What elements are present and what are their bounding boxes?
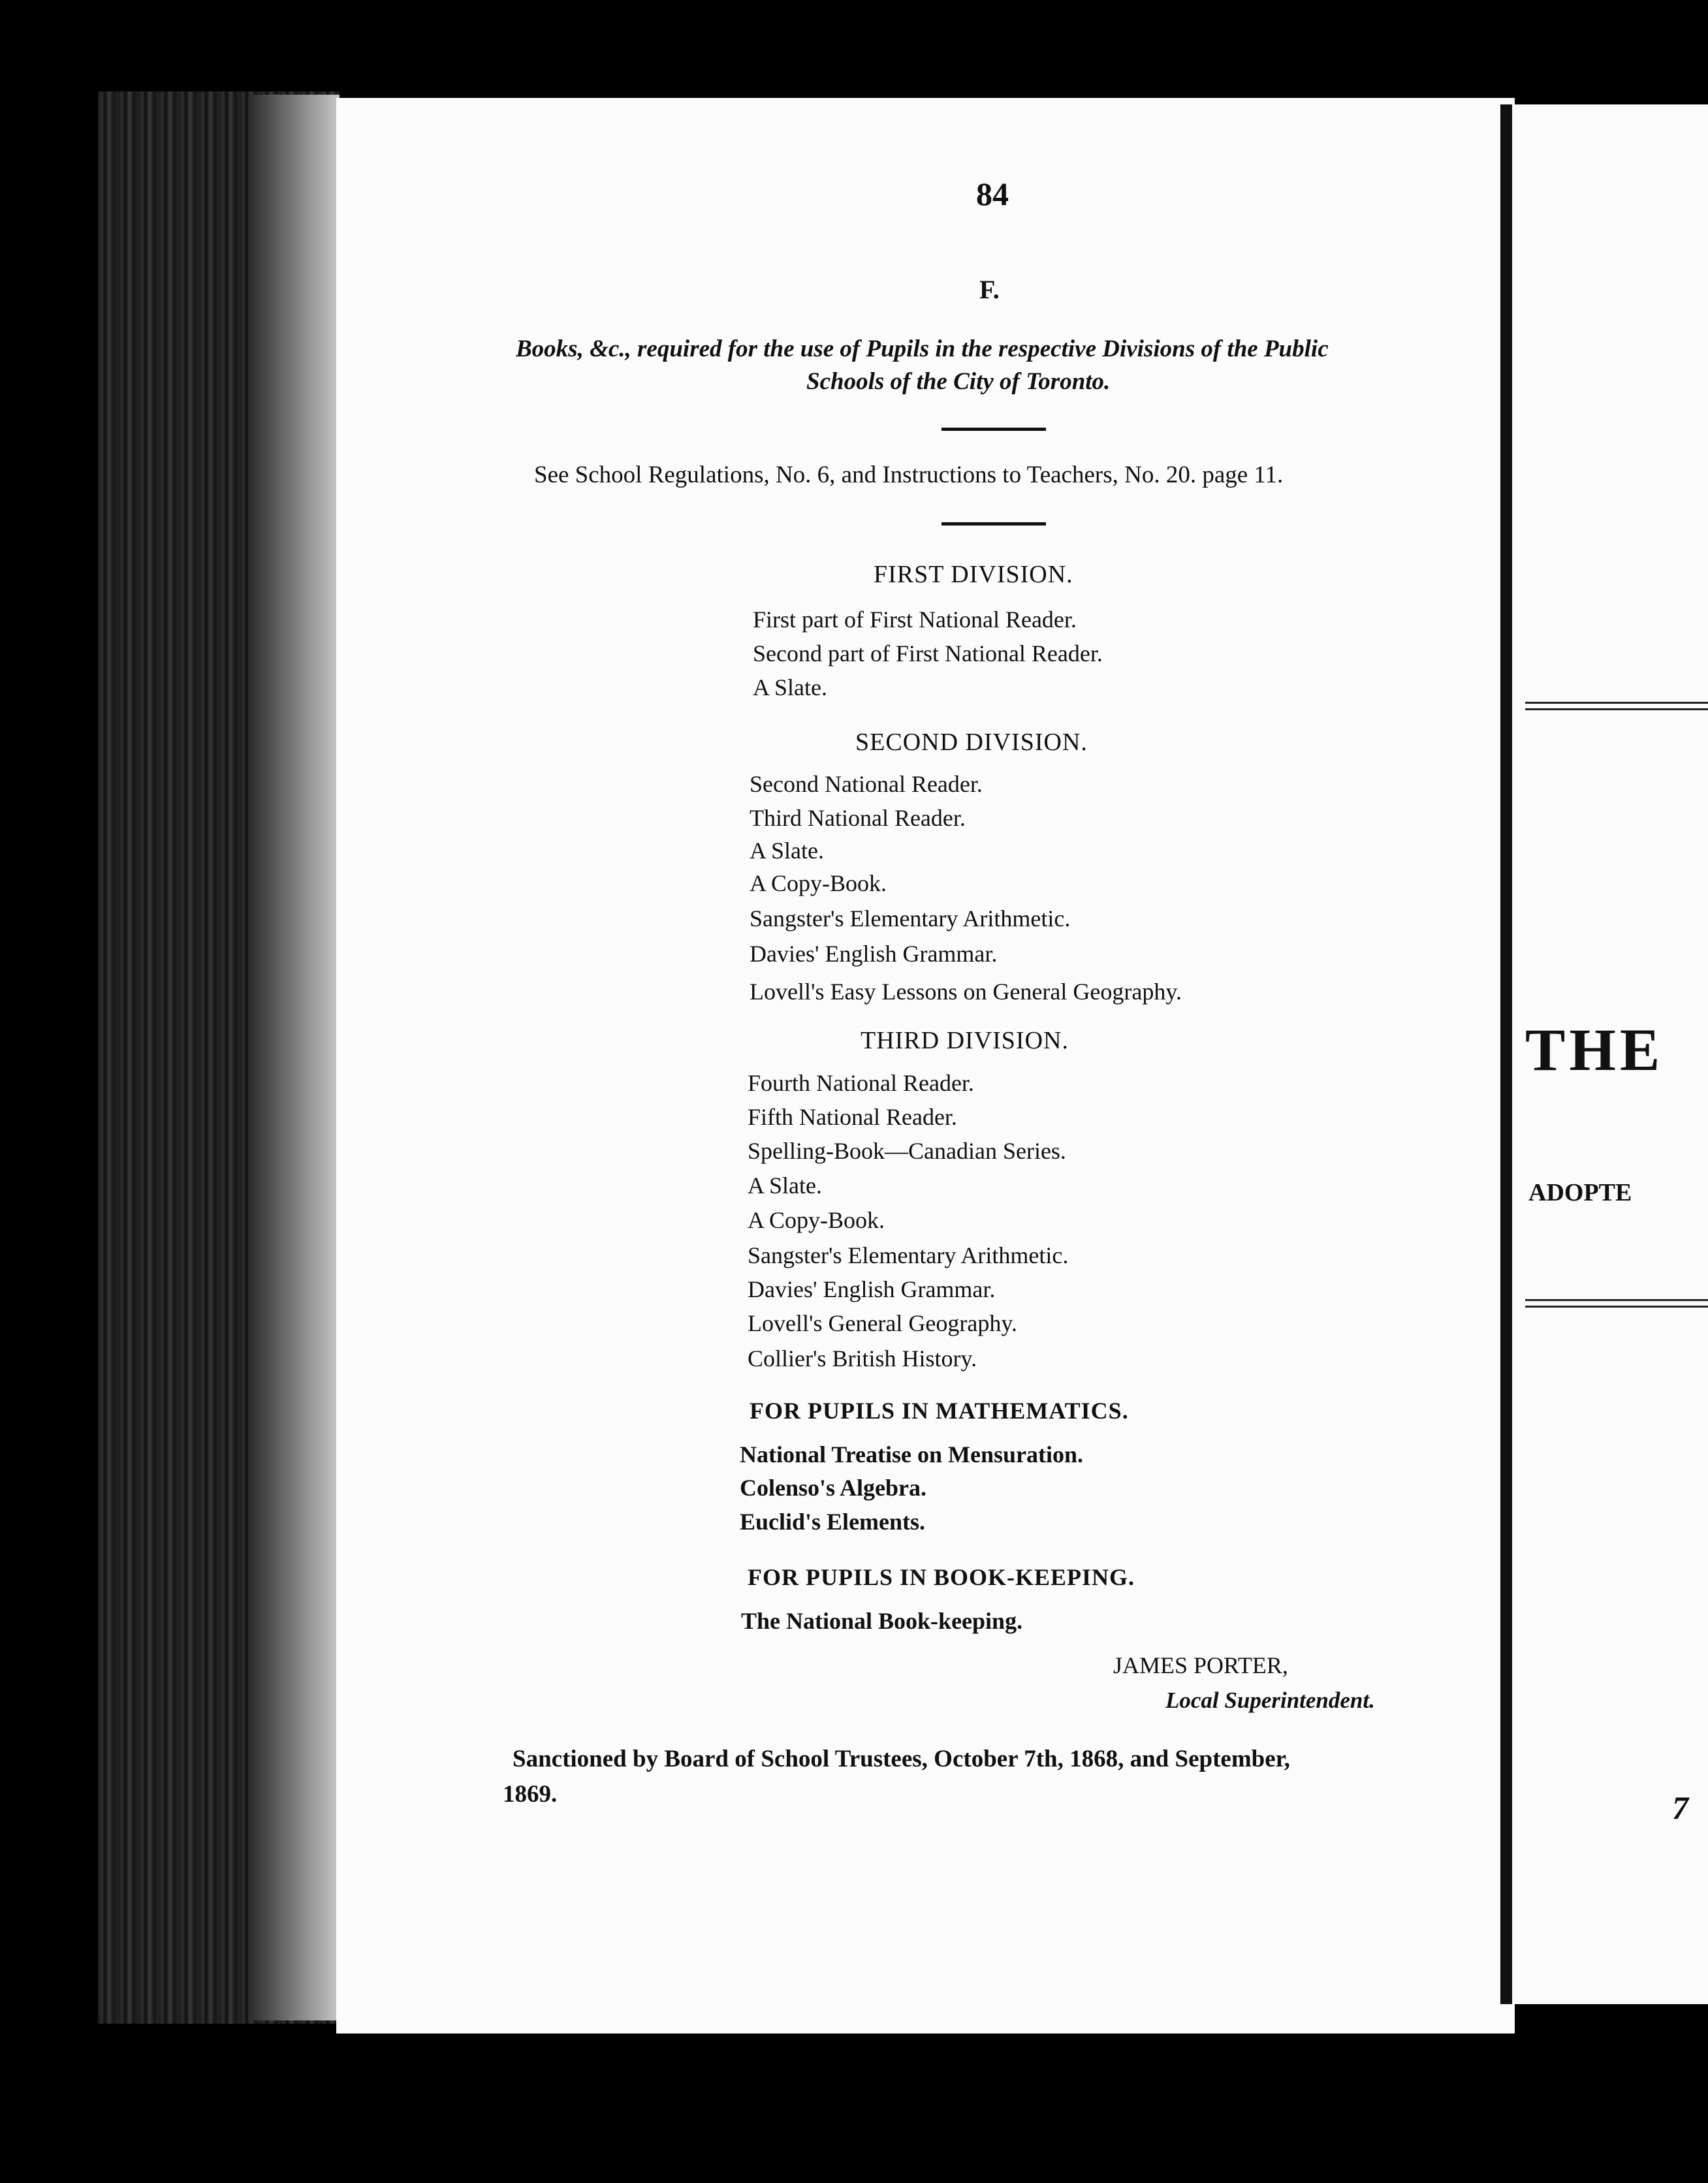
sanction-line-2: 1869. xyxy=(503,1781,558,1808)
appendix-letter: F. xyxy=(979,275,1000,304)
list-item: Collier's British History. xyxy=(748,1345,977,1372)
sanction-line-1: Sanctioned by Board of School Trustees, October 7th, 1868, and September, xyxy=(513,1746,1290,1772)
facing-page-title: THE xyxy=(1525,1016,1664,1083)
facing-page-double-rule xyxy=(1525,702,1708,710)
list-item: National Treatise on Mensuration. xyxy=(740,1441,1084,1468)
list-item: Davies' English Grammar. xyxy=(750,941,998,967)
list-item: Sangster's Elementary Arithmetic. xyxy=(750,905,1071,932)
list-item: First part of First National Reader. xyxy=(753,606,1077,633)
section-heading-mathematics: FOR PUPILS IN MATHEMATICS. xyxy=(750,1398,1129,1424)
section-heading-bookkeeping: FOR PUPILS IN BOOK-KEEPING. xyxy=(748,1564,1135,1590)
facing-page xyxy=(1500,104,1708,2004)
list-item: Davies' English Grammar. xyxy=(748,1276,996,1302)
list-item: A Slate. xyxy=(748,1172,822,1199)
list-item: A Copy-Book. xyxy=(750,870,887,896)
facing-page-number: 7 xyxy=(1672,1789,1688,1826)
signature-name: JAMES PORTER, xyxy=(1113,1652,1288,1678)
signature-title: Local Superintendent. xyxy=(1165,1688,1375,1713)
list-item: Third National Reader. xyxy=(750,805,966,831)
page-number: 84 xyxy=(976,176,1009,212)
facing-page-double-rule xyxy=(1525,1299,1708,1308)
list-item: A Slate. xyxy=(753,674,827,700)
caption-line-1: Books, &c., required for the use of Pupils in the respective Divisions of the Public xyxy=(516,336,1329,362)
list-item: A Slate. xyxy=(750,838,824,864)
caption-line-2: Schools of the City of Toronto. xyxy=(806,368,1111,395)
list-item: Fourth National Reader. xyxy=(748,1070,974,1096)
list-item: Sangster's Elementary Arithmetic. xyxy=(748,1242,1069,1268)
regulations-note: See School Regulations, No. 6, and Instructions to Teachers, No. 20. page 11. xyxy=(534,462,1284,488)
list-item: Spelling-Book—Canadian Series. xyxy=(748,1138,1066,1164)
divider-rule xyxy=(941,522,1046,526)
page-edge-shadow xyxy=(248,95,340,2020)
list-item: A Copy-Book. xyxy=(748,1207,885,1233)
section-heading-second-division: SECOND DIVISION. xyxy=(855,729,1088,756)
list-item: Fifth National Reader. xyxy=(748,1104,957,1130)
list-item: Second part of First National Reader. xyxy=(753,640,1103,667)
facing-page-subtitle: ADOPTE xyxy=(1528,1179,1632,1206)
divider-rule xyxy=(941,428,1046,431)
list-item: Colenso's Algebra. xyxy=(740,1475,927,1501)
list-item: Second National Reader. xyxy=(750,771,983,797)
section-heading-third-division: THIRD DIVISION. xyxy=(861,1027,1069,1054)
section-heading-first-division: FIRST DIVISION. xyxy=(874,561,1073,588)
list-item: Lovell's Easy Lessons on General Geography. xyxy=(750,979,1182,1005)
list-item: The National Book-keeping. xyxy=(741,1608,1023,1634)
list-item: Lovell's General Geography. xyxy=(748,1310,1017,1336)
list-item: Euclid's Elements. xyxy=(740,1509,926,1535)
